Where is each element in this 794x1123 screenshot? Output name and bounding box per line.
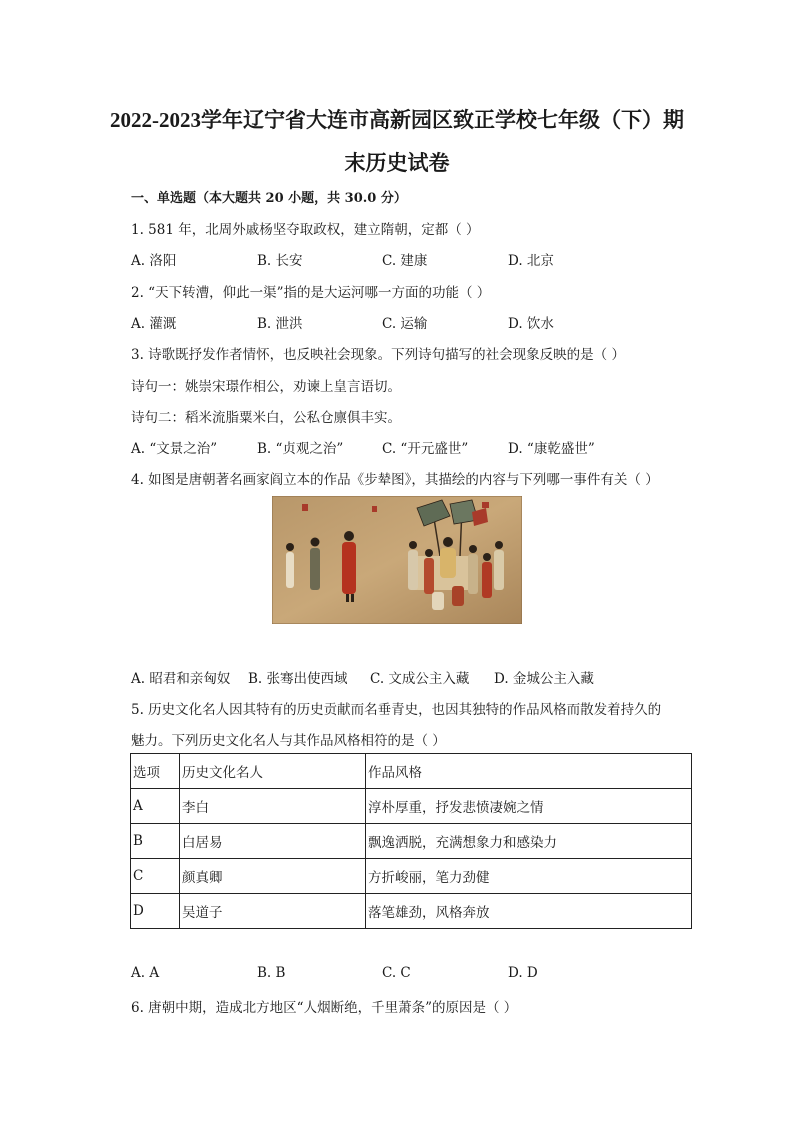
question-3-poem-1: 诗句一：姚崇宋璟作相公，劝谏上皇言语切。 — [131, 379, 401, 395]
table-cell: C — [131, 859, 180, 894]
table-cell: 吴道子 — [180, 894, 366, 929]
table-header-cell: 选项 — [131, 754, 180, 789]
option-d: D. “康乾盛世” — [508, 441, 595, 457]
option-c: C. C — [382, 965, 411, 981]
option-c: C. 文成公主入藏 — [370, 671, 470, 687]
table-cell: 淳朴厚重，抒发悲愤凄婉之情 — [366, 789, 692, 824]
option-d: D. 金城公主入藏 — [494, 671, 594, 687]
table-cell: 方折峻丽，笔力劲健 — [366, 859, 692, 894]
option-a: A. “文景之治” — [131, 441, 218, 457]
option-d: D. D — [508, 965, 538, 981]
table-header-cell: 作品风格 — [366, 754, 692, 789]
exam-title-line2: 末历史试卷 — [344, 151, 450, 175]
table-row — [131, 789, 692, 824]
option-a: A. 洛阳 — [131, 253, 177, 269]
table-cell: A — [131, 789, 180, 824]
question-6-stem: 6. 唐朝中期，造成北方地区“人烟断绝，千里萧条”的原因是（ ） — [131, 1000, 518, 1016]
table-row — [131, 824, 692, 859]
table-cell: 白居易 — [180, 824, 366, 859]
option-b: B. “贞观之治” — [257, 441, 344, 457]
option-d: D. 饮水 — [508, 316, 554, 332]
option-b: B. B — [257, 965, 286, 981]
question-1-stem: 1. 581 年，北周外戚杨坚夺取政权，建立隋朝，定都（ ） — [131, 222, 480, 238]
table-row — [131, 894, 692, 929]
question-5-stem-line2: 魅力。下列历史文化名人与其作品风格相符的是（ ） — [131, 733, 446, 749]
table-cell: 飘逸洒脱，充满想象力和感染力 — [366, 824, 692, 859]
option-b: B. 泄洪 — [257, 316, 303, 332]
table-cell: 落笔雄劲，风格奔放 — [366, 894, 692, 929]
option-a: A. 昭君和亲匈奴 — [131, 671, 231, 687]
table-row — [131, 859, 692, 894]
exam-title-line1: 2022-2023学年辽宁省大连市高新园区致正学校七年级（下）期 — [110, 108, 684, 132]
option-a: A. 灌溉 — [131, 316, 177, 332]
option-d: D. 北京 — [508, 253, 554, 269]
section-heading: 一、单选题（本大题共 20 小题，共 30.0 分） — [131, 191, 407, 206]
question-3-poem-2: 诗句二：稻米流脂粟米白，公私仓廪俱丰实。 — [131, 410, 401, 426]
question-5-table — [130, 753, 692, 929]
table-cell: 李白 — [180, 789, 366, 824]
question-5-stem-line1: 5. 历史文化名人因其特有的历史贡献而名垂青史，也因其独特的作品风格而散发着持久的 — [131, 702, 662, 718]
table-cell: B — [131, 824, 180, 859]
option-b: B. 张骞出使西域 — [248, 671, 348, 687]
question-3-stem: 3. 诗歌既抒发作者情怀，也反映社会现象。下列诗句描写的社会现象反映的是（ ） — [131, 347, 625, 363]
option-b: B. 长安 — [257, 253, 303, 269]
table-cell: 颜真卿 — [180, 859, 366, 894]
option-c: C. 运输 — [382, 316, 428, 332]
question-2-stem: 2. “天下转漕，仰此一渠”指的是大运河哪一方面的功能（ ） — [131, 285, 491, 301]
table-cell: D — [131, 894, 180, 929]
option-c: C. “开元盛世” — [382, 441, 469, 457]
painting-image — [272, 496, 522, 624]
table-header-row — [131, 754, 692, 789]
painting-bunian-tu-icon — [272, 496, 522, 624]
table-header-cell: 历史文化名人 — [180, 754, 366, 789]
option-a: A. A — [131, 965, 160, 981]
option-c: C. 建康 — [382, 253, 428, 269]
question-4-stem: 4. 如图是唐朝著名画家阎立本的作品《步辇图》，其描绘的内容与下列哪一事件有关（ ） — [131, 472, 659, 488]
